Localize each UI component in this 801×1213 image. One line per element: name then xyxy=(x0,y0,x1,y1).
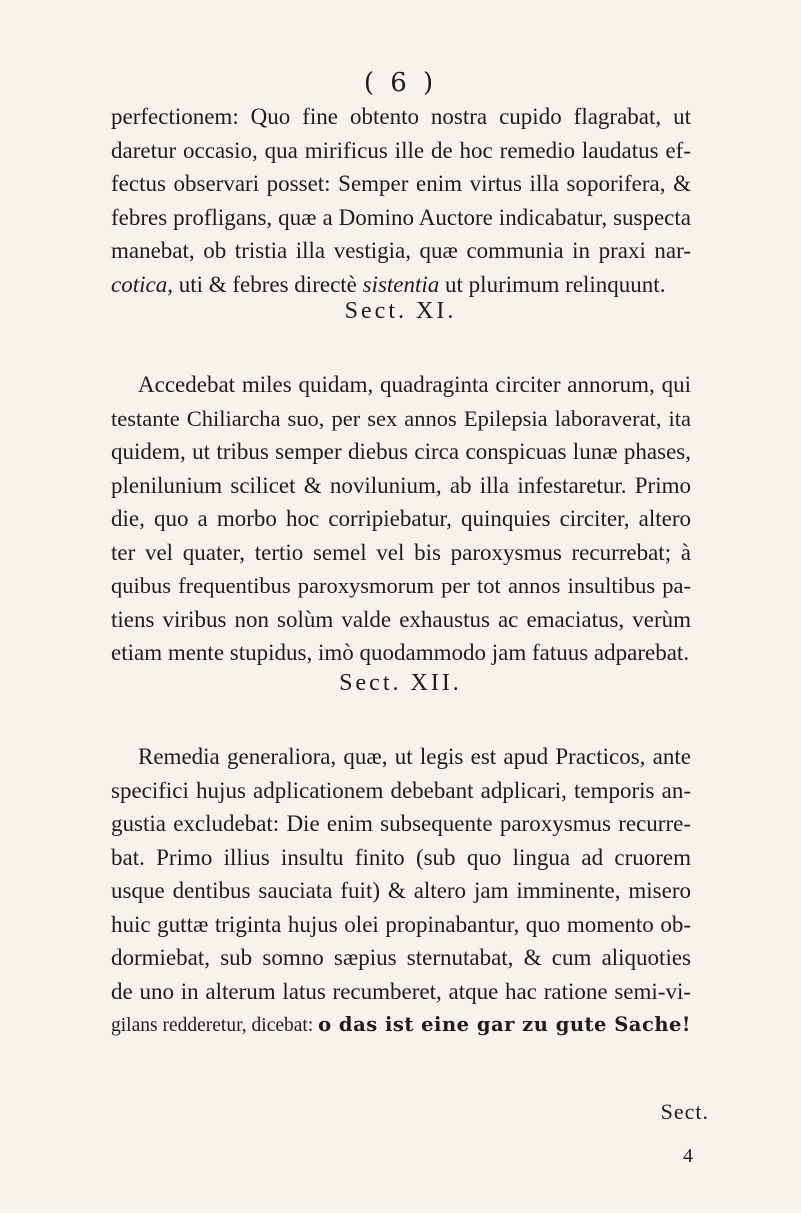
text-line: specifici hujus adplicationem debebant adplicari, temporis an- xyxy=(111,777,691,803)
text-line: dormiebat, sub somno sæpius sternutabat, & cum aliquoties xyxy=(111,945,691,970)
signature-mark: 4 xyxy=(683,1145,693,1167)
paragraph-2 xyxy=(111,368,691,670)
text-line: Remedia generaliora, quæ, ut legis est apud Practicos, ante xyxy=(138,744,691,769)
text-line: huic guttæ triginta hujus olei propinabantur, quo momento ob- xyxy=(111,911,691,937)
text-line: plenilunium scilicet & novilunium, ab illa infestaretur. Primo xyxy=(111,472,691,498)
german-quote: o das ist eine gar zu gute Sache! xyxy=(318,1013,691,1036)
text-line: quibus frequentibus paroxysmorum per tot annos insultibus pa- xyxy=(111,573,691,598)
section-heading-xii: Sect. XII. xyxy=(339,670,462,696)
text-line: quidem, ut tribus semper diebus circa conspicuas lunæ phases, xyxy=(111,439,691,464)
text-line xyxy=(111,1008,691,1043)
italic-term: cotica xyxy=(111,271,168,297)
page-number: ( 6 ) xyxy=(363,68,438,98)
text-line: ter vel quater, tertio semel vel bis paroxysmus recurrebat; à xyxy=(111,539,691,565)
text-line: testante Chiliarcha suo, per sex annos Epilepsia laboraverat, ita xyxy=(111,405,691,431)
italic-term: sistentia xyxy=(362,271,440,297)
text-fragment: ut plurimum relinquunt. xyxy=(439,271,666,297)
text-line: Accedebat miles quidam, quadraginta circiter annorum, qui xyxy=(138,372,691,397)
text-line: die, quo a morbo hoc corripiebatur, quinquies circiter, altero xyxy=(111,506,691,531)
text-line: fectus observari posset: Semper enim virtus illa soporifera, & xyxy=(111,171,691,196)
text-line: daretur occasio, qua mirificus ille de hoc remedio laudatus ef- xyxy=(111,137,691,163)
text-line: usque dentibus sauciata fuit) & altero jam imminente, misero xyxy=(111,878,691,903)
text-line: gustia excludebat: Die enim subsequente paroxysmus recurre- xyxy=(111,811,691,836)
catch-word: Sect. xyxy=(660,1099,709,1124)
text-fragment: , uti & febres directè xyxy=(167,271,363,297)
paragraph-1 xyxy=(111,100,691,301)
text-line: etiam mente stupidus, imò quodammodo jam fatuus adparebat. xyxy=(111,640,690,665)
text-line: de uno in alterum latus recumberet, atque hac ratione semi-vi- xyxy=(111,978,691,1004)
text-line: febres profligans, quæ a Domino Auctore indicabatur, suspecta xyxy=(111,204,691,230)
paragraph-3 xyxy=(111,740,691,1043)
section-heading-xi: Sect. XI. xyxy=(344,298,457,324)
text-line: bat. Primo illius insultu finito (sub quo lingua ad cruorem xyxy=(111,844,691,870)
text-line xyxy=(111,268,691,302)
text-line: perfectionem: Quo fine obtento nostra cupido flagrabat, ut xyxy=(111,104,691,129)
text-fragment: gilans redderetur, dicebat: xyxy=(111,1015,319,1036)
text-line: tiens viribus non solùm valde exhaustus ac emaciatus, verùm xyxy=(111,606,691,632)
text-line: manebat, ob tristia illa vestigia, quæ communia in praxi nar- xyxy=(111,238,691,263)
